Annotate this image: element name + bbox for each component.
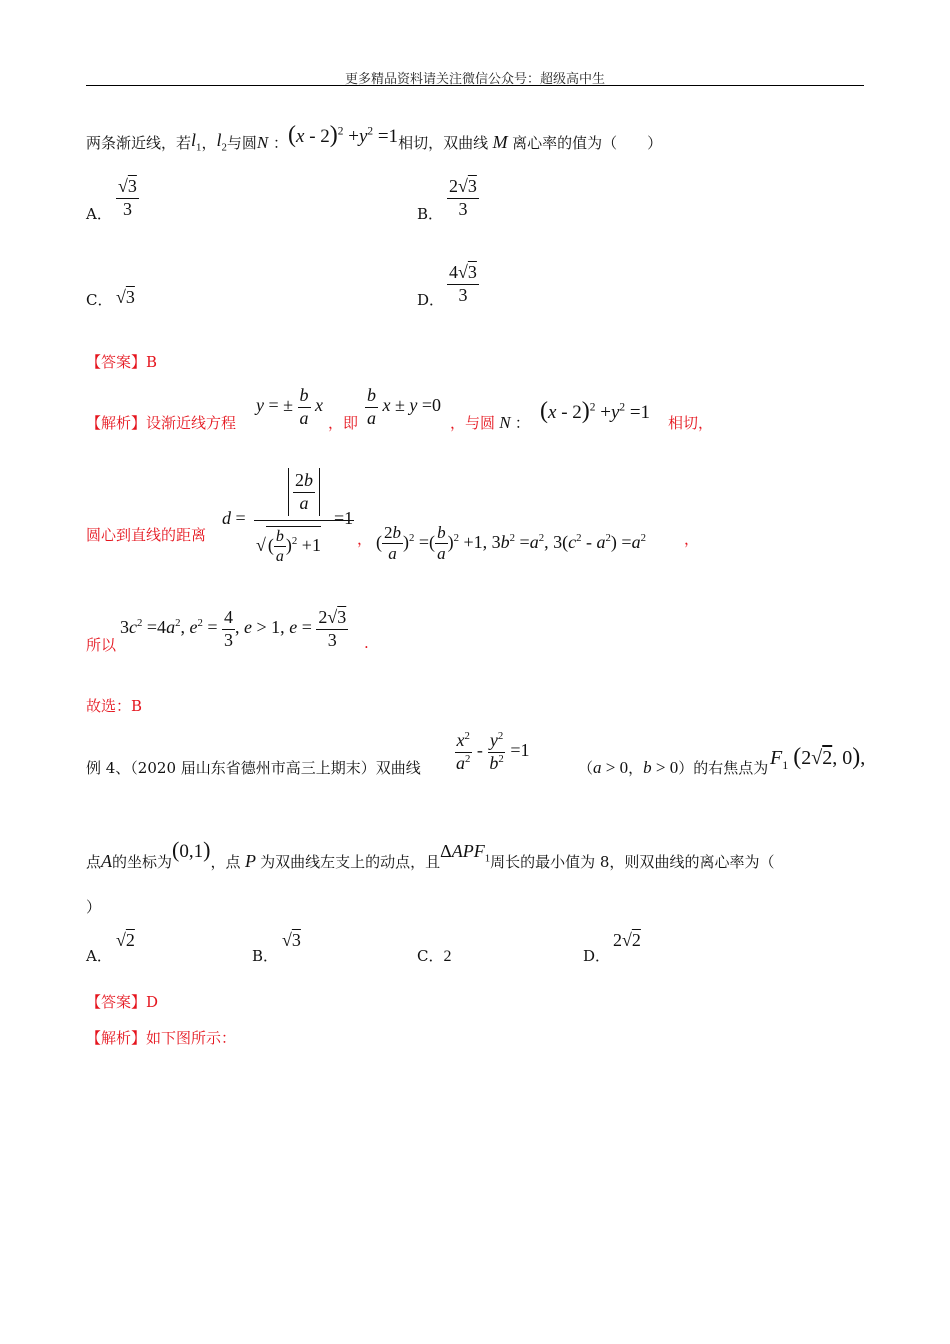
option-label: A． (86, 947, 112, 965)
math-point-A: (0,1) (172, 837, 211, 862)
cond-open: （ (578, 759, 594, 777)
q3-option-b-value: $\frac{2√3}{3}$ (449, 176, 477, 219)
analysis-text: ，与圆 (450, 414, 496, 432)
cond-sep: ， (628, 759, 644, 777)
q4-option-b (252, 945, 278, 966)
math-asymptote-eq: y = ± $\frac{b}{a}$ x (256, 385, 324, 428)
line2-b: ，点 (210, 853, 241, 871)
q3-answer (86, 351, 157, 372)
q3-analysis-line1 (86, 412, 236, 433)
option-label: D． (417, 291, 445, 309)
line2-a: 的坐标为 (112, 853, 173, 871)
q4-line3: ） (86, 898, 102, 916)
q4-condition: （a > 0，b > 0）的右焦点为 (578, 758, 769, 777)
math-triangle: $\Delta APF_1$ (440, 841, 491, 865)
math-A: A (101, 851, 113, 871)
math-N: N (256, 133, 269, 152)
q3-option-d-value: $\frac{4√3}{3}$ (449, 262, 477, 305)
q4-line2 (86, 837, 775, 875)
q3-option-c-value: √3 (116, 287, 135, 307)
q3-analysis-l1b: ，即 (328, 414, 359, 432)
comma-red: ， (357, 530, 373, 548)
q4-option-d (583, 945, 610, 966)
analysis-text: 设渐近线方程 (146, 414, 237, 432)
analysis-tag: 【解析】 (86, 414, 147, 432)
q3-analysis-line3: 所以 (86, 636, 117, 654)
math-focus-point: $F_1$ (2√2, 0), (770, 744, 866, 772)
q4-option-a-value: √2 (116, 930, 135, 950)
q3-analysis-l1c: ，与圆 N ： (450, 413, 530, 432)
option-value: 2 (443, 948, 452, 965)
q4-option-c (417, 945, 451, 966)
answer-value: D (146, 993, 159, 1011)
math-asymptote-general: $\frac{b}{a}$ x ± y =0 (367, 385, 442, 428)
math-M: M (488, 132, 513, 152)
q3-conclusion: 故选：B (86, 697, 143, 715)
header-rule (86, 85, 864, 86)
math-circle-eq-2: $(x - 2)^2 +y^2 =1$ (540, 398, 651, 424)
option-label: C． (86, 291, 113, 309)
cond-close: ）的右焦点为 (678, 759, 769, 777)
option-label: C． (417, 947, 444, 965)
q3-option-a-value: $\frac{√3}{3}$ (118, 176, 137, 219)
math-l2: $l_2$ (216, 130, 227, 154)
q3-option-d (417, 289, 444, 310)
answer-tag: 【答案】 (86, 993, 147, 1011)
q4-answer (86, 991, 158, 1012)
option-label: B． (252, 947, 279, 965)
analysis-text: 如下图所示： (146, 1029, 237, 1047)
q3-option-b (417, 203, 443, 224)
math-l1: $l_1$ (191, 130, 202, 154)
page-header: 更多精品资料请关注微信公众号：超级高中生 (344, 72, 605, 87)
q3-stem-post: 相切，双曲线 (398, 134, 489, 152)
q4-option-d-value: 2√2 (613, 930, 641, 950)
q3-analysis-l1d: 相切， (668, 414, 714, 432)
comma-red-2: ， (684, 530, 700, 548)
option-label: B． (417, 205, 444, 223)
line2-c: 为双曲线左支上的动点，且 (260, 853, 441, 871)
line2-pre: 点 (86, 853, 102, 871)
q3-option-c (86, 289, 112, 310)
math-circle-eq: $(x - 2)^2 +y^2 =1$ (288, 122, 399, 148)
q4-title: 例 4、（2020 届山东省德州市高三上期末）双曲线 (86, 759, 421, 777)
math-N: N (495, 413, 515, 432)
q4-option-b-value: √3 (282, 930, 301, 950)
option-label: A． (86, 205, 112, 223)
q4-option-a (86, 945, 112, 966)
option-label: D． (583, 947, 611, 965)
q3-stem: 两条渐近线，若$l_1$，$l_2$与圆N ：$(x - 2)^2 +y^2 =1$相切，双曲线 M 离心率的值为（ ） (86, 122, 663, 154)
q3-option-a (86, 203, 112, 224)
math-P: P (240, 851, 261, 871)
q3-stem-pre: 两条渐近线，若 (86, 134, 192, 152)
period-red: . (364, 634, 369, 652)
q3-stem-mid: 与圆 (226, 134, 257, 152)
math-equation-chain: ( $\frac{2b}{a}$ )$^2$ =( $\frac{b}{a}$ )$^2$ +1, $3b^2 =a^2$, $3(c^2 - a^2) =a^2$ (376, 523, 646, 564)
answer-value: B (146, 353, 158, 371)
q3-analysis-line2: 圆心到直线的距离 (86, 526, 207, 544)
q3-stem-end: 离心率的值为（ ） (512, 134, 663, 152)
answer-tag: 【答案】 (86, 353, 147, 371)
math-result-chain: $3c^2 =4a^2$, $e^2$ = $\frac{4}{3}$ , e > 1, e = $\frac{2√3}{3}$ (120, 607, 347, 650)
analysis-tag: 【解析】 (86, 1029, 147, 1047)
q4-analysis (86, 1027, 236, 1048)
line2-d: 周长的最小值为 8，则双曲线的离心率为（ (490, 853, 775, 871)
math-hyperbola-eq: $\frac{x^2}{a^2}$ - $\frac{y^2}{b^2}$ =1 (456, 730, 530, 773)
